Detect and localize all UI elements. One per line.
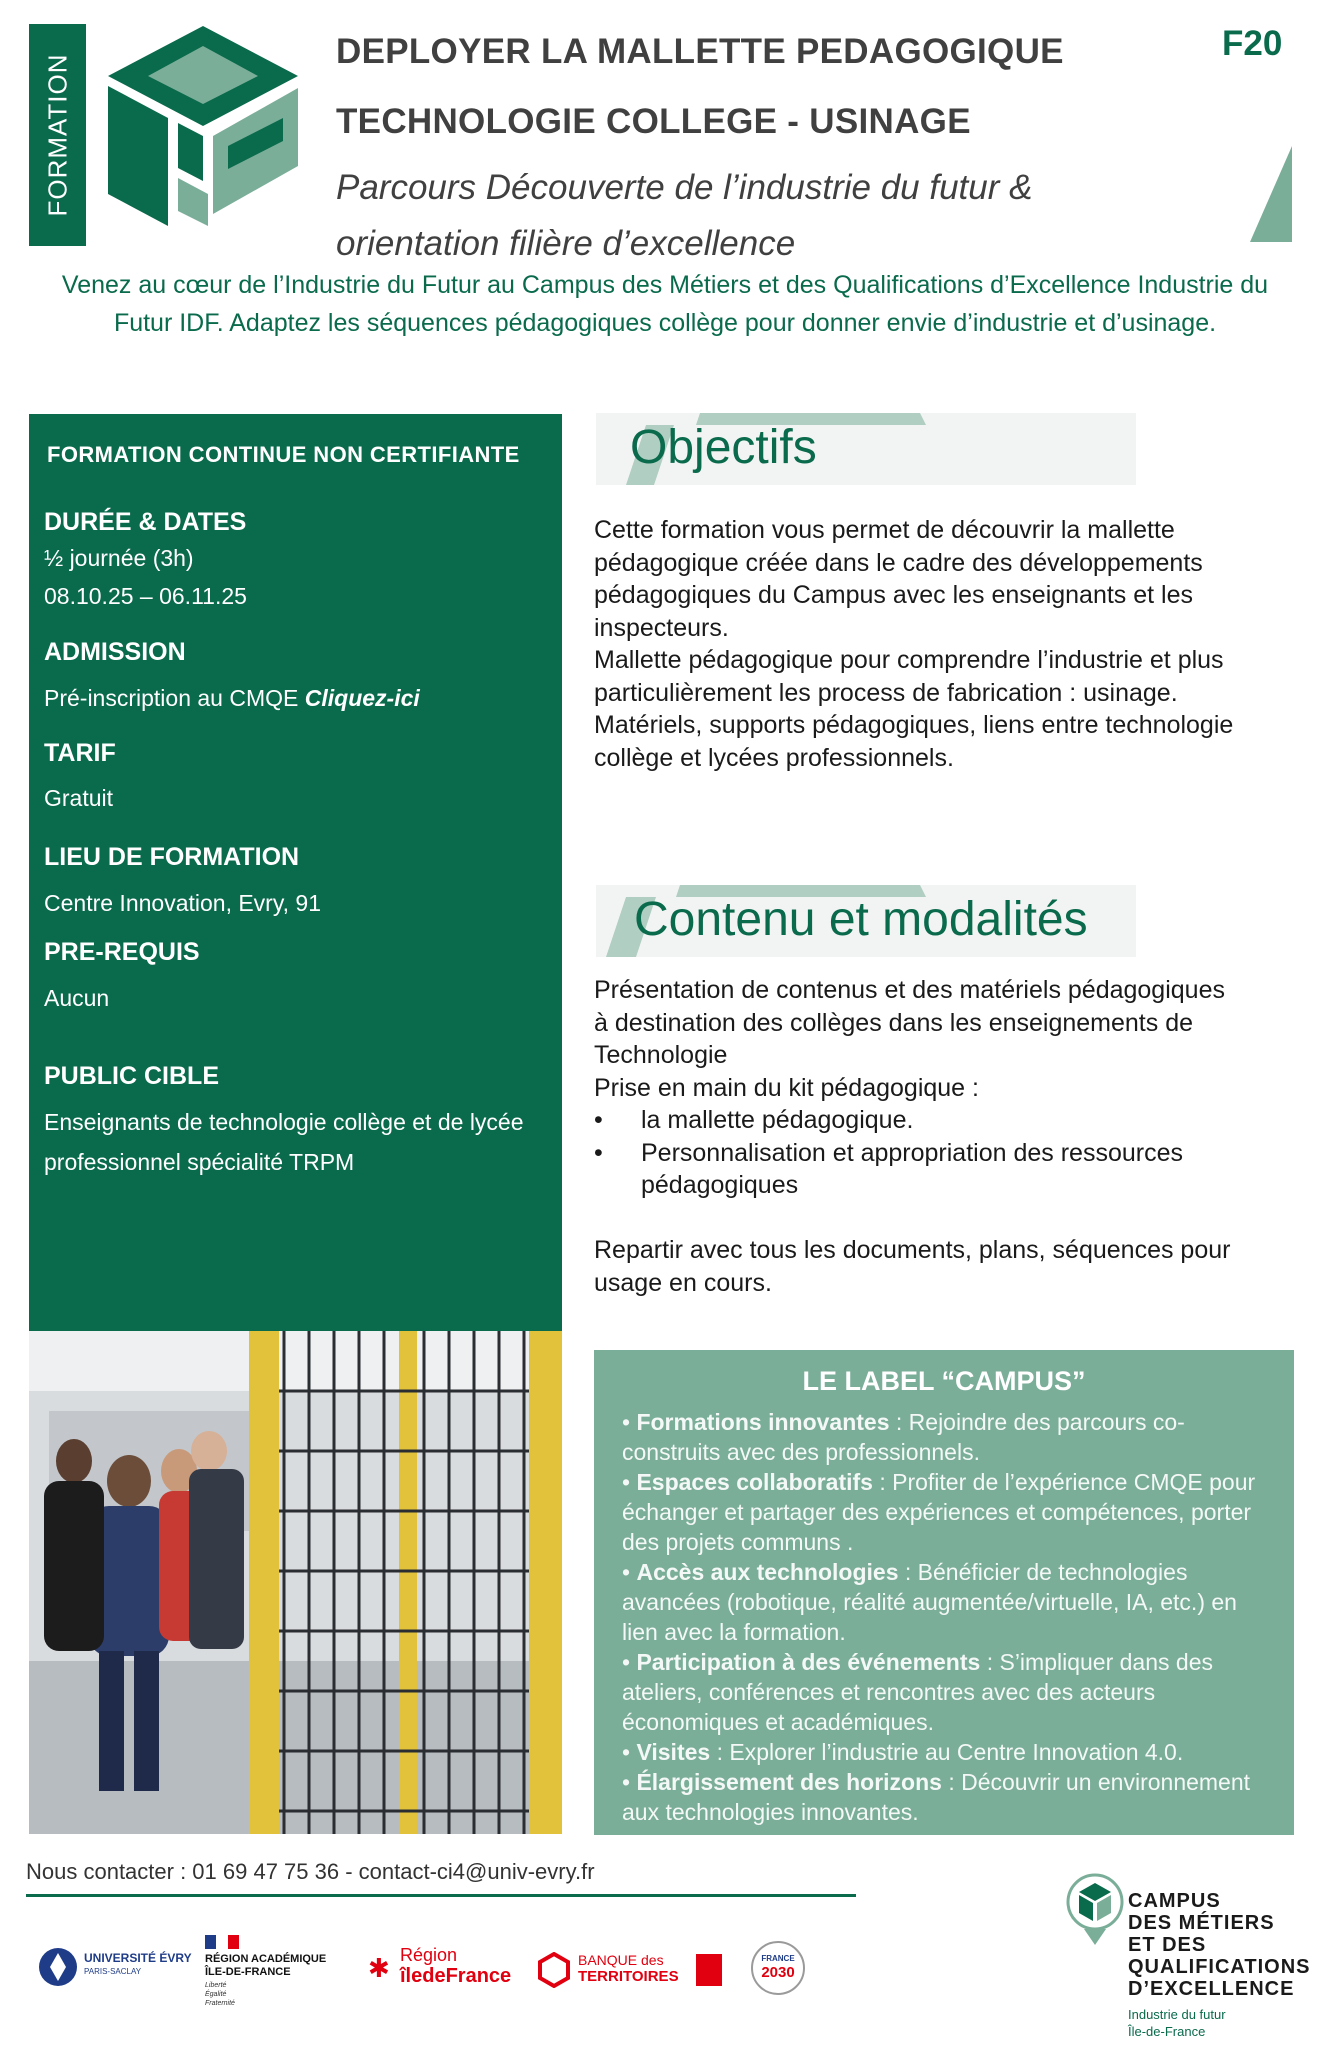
lieu-value: Centre Innovation, Evry, 91 — [44, 890, 321, 916]
public-label: PUBLIC CIBLE — [44, 1062, 219, 1090]
tarif-label: TARIF — [44, 739, 116, 767]
france2030-label: FRANCE — [761, 1954, 795, 1963]
list-item: • Élargissement des horizons : Découvrir un environnement aux technologies innovantes. — [622, 1769, 1251, 1825]
item-heading: Participation à des événements — [636, 1649, 981, 1675]
item-text: : Explorer l’industrie au Centre Innovation 4.0. — [710, 1739, 1184, 1765]
campus-sub-line: Industrie du futur — [1128, 2007, 1226, 2022]
objectifs-line: pédagogiques du Campus avec les enseignants et les — [594, 581, 1194, 609]
list-item: • Visites : Explorer l’industrie au Centre Innovation 4.0. — [622, 1739, 1184, 1765]
contenu-text — [594, 974, 1294, 1104]
contenu-bullets — [594, 1104, 1294, 1202]
academie-motto: Fraternité — [205, 2000, 235, 2007]
objectifs-line: inspecteurs. — [594, 613, 729, 642]
page-subtitle: Parcours Découverte de l’industrie du futur & orientation filière d’excellence — [336, 168, 1033, 263]
region-star-icon: ✱ — [368, 1953, 390, 1983]
region-name-2: îledeFrance — [400, 1965, 512, 1987]
list-item: • Espaces collaboratifs : Profiter de l’expérience CMQE pour échanger et partager des expériences et compétences, porter des projets communs . — [622, 1469, 1256, 1555]
contenu-line: Technologie — [594, 1041, 728, 1069]
objectifs-line: Matériels, supports pédagogiques, liens entre technologie — [594, 711, 1234, 739]
label-campus-list — [622, 1407, 1272, 1827]
campus-name — [1128, 1890, 1311, 2000]
panel-heading: FORMATION CONTINUE NON CERTIFIANTE — [47, 442, 520, 467]
banque-name-2: TERRITOIRES — [578, 1968, 679, 1985]
banque-name: BANQUE des — [578, 1952, 664, 1968]
footer-divider — [26, 1894, 856, 1897]
campus-name-line: DES MÉTIERS — [1128, 1912, 1275, 1934]
partner-france2030-logo — [750, 1940, 806, 1996]
objectifs-line: Mallette pédagogique pour comprendre l’industrie et plus — [594, 646, 1224, 674]
partner-region-logo — [368, 1945, 518, 1991]
lieu-label: LIEU DE FORMATION — [44, 843, 300, 871]
objectifs-line: collège et lycées professionnels. — [594, 743, 954, 772]
campus-name-line: D’EXCELLENCE — [1128, 1978, 1295, 2000]
item-text: : Rejoindre des parcours co-construits avec des professionnels. — [622, 1409, 1185, 1465]
decor-triangle — [1250, 146, 1292, 242]
admission-text: Pré-inscription au CMQE — [44, 685, 305, 711]
intro-text: Venez au cœur de l’Industrie du Futur au Campus des Métiers et des Qualifications d’Excellence Industrie du Futur IDF. Adaptez les séquences pédagogiques collège pour donner envie d’industrie et d’usinage. — [61, 271, 1269, 337]
page-title-line2: TECHNOLOGIE COLLEGE - USINAGE — [336, 102, 971, 141]
france2030-year: 2030 — [761, 1964, 795, 1981]
tarif-value: Gratuit — [44, 785, 114, 811]
closing-line: usage en cours. — [594, 1268, 772, 1297]
admission-value — [44, 678, 420, 718]
item-text: : Profiter de l’expérience CMQE pour échanger et partager des expériences et compétences, porter des projets communs . — [622, 1469, 1256, 1555]
partner-academie-logo — [205, 1935, 355, 2017]
objectifs-line: Cette formation vous permet de découvrir la mallette — [594, 516, 1175, 544]
contact-line[interactable]: Nous contacter : 01 69 47 75 36 - contact-ci4@univ-evry.fr — [26, 1859, 595, 1884]
academie-motto: Égalité — [205, 1991, 227, 1998]
partner-banque-logo — [538, 1950, 728, 1996]
formation-side-label: FORMATION — [42, 53, 72, 217]
academie-line: ÎLE-DE-FRANCE — [205, 1966, 291, 1978]
objectifs-text — [594, 514, 1294, 774]
contenu-closing — [594, 1234, 1294, 1299]
bullet-text: pédagogiques — [641, 1171, 799, 1199]
contenu-title: Contenu et modalités — [634, 893, 1088, 946]
formation-code: F20 — [1222, 24, 1283, 63]
item-heading: Espaces collaboratifs — [636, 1469, 873, 1495]
evry-emblem-icon — [38, 1945, 78, 1989]
contenu-line: Prise en main du kit pédagogique : — [594, 1073, 979, 1102]
region-name: Région — [400, 1945, 458, 1965]
campus-name-line: ET DES — [1128, 1934, 1207, 1956]
admission-link[interactable]: Cliquez-ici — [304, 685, 420, 711]
item-heading: Élargissement des horizons — [636, 1769, 942, 1795]
item-heading: Formations innovantes — [636, 1409, 890, 1435]
objectifs-line: pédagogique créée dans le cadre des développements — [594, 548, 1203, 577]
campus-cube-logo — [108, 26, 298, 226]
list-item: • Accès aux technologies : Bénéficier de technologies avancées (robotique, réalité augmentée/virtuelle, IA, etc.) en lien avec la formation. — [622, 1559, 1237, 1645]
objectifs-title: Objectifs — [630, 421, 817, 474]
prereq-value: Aucun — [44, 985, 110, 1011]
prereq-label: PRE-REQUIS — [44, 938, 200, 966]
evry-name: UNIVERSITÉ ÉVRY — [84, 1951, 192, 1965]
campus-subtitle — [1128, 2006, 1226, 2040]
academie-motto: Liberté — [205, 1982, 227, 1989]
list-item — [594, 1137, 1294, 1202]
contenu-line: Présentation de contenus et des matériels pédagogiques — [594, 976, 1225, 1004]
item-heading: Visites — [636, 1739, 711, 1765]
item-text: : Bénéficier de technologies avancées (robotique, réalité augmentée/virtuelle, IA, etc.) en lien avec la formation. — [622, 1559, 1237, 1645]
formation-side-band — [29, 24, 86, 246]
info-panel — [29, 414, 562, 1331]
campus-name-line: CAMPUS — [1128, 1890, 1221, 1912]
workshop-photo — [29, 1331, 562, 1834]
admission-label: ADMISSION — [44, 638, 186, 666]
public-value-line1: Enseignants de technologie collège et de lycée — [44, 1109, 524, 1135]
duree-value: ½ journée (3h) — [44, 545, 194, 571]
banque-hexagon-icon — [538, 1952, 570, 1988]
list-item: • Participation à des événements : S’impliquer dans des ateliers, conférences et rencontres avec des acteurs économiques et académiques. — [622, 1649, 1213, 1735]
objectifs-line: particulièrement les process de fabrication : usinage. — [594, 678, 1178, 707]
partner-evry-logo — [38, 1945, 192, 1991]
item-text: : S’impliquer dans des ateliers, conférences et rencontres avec des acteurs économiques et académiques. — [622, 1649, 1213, 1735]
academie-line: RÉGION ACADÉMIQUE — [205, 1953, 327, 1965]
marianne-flag-icon — [205, 1935, 239, 1949]
dates-value: 08.10.25 – 06.11.25 — [44, 583, 247, 609]
contenu-line: à destination des collèges dans les enseignements de — [594, 1008, 1194, 1037]
evry-sub: PARIS-SACLAY — [84, 1967, 142, 1976]
page-title-line1: DEPLOYER LA MALLETTE PEDAGOGIQUE — [336, 32, 1064, 71]
closing-line: Repartir avec tous les documents, plans, séquences pour — [594, 1236, 1231, 1264]
bullet-text: • Personnalisation et appropriation des ressources — [641, 1138, 1183, 1167]
duree-label: DURÉE & DATES — [44, 508, 247, 536]
caisse-depots-mark — [696, 1954, 722, 1986]
list-item: • Formations innovantes : Rejoindre des parcours co-construits avec des professionnels. — [622, 1409, 1185, 1465]
bullet-text: la mallette pédagogique. — [641, 1106, 914, 1134]
item-heading: Accès aux technologies — [636, 1559, 899, 1585]
public-value-line2: professionnel spécialité TRPM — [44, 1149, 355, 1175]
campus-badge-icon — [1066, 1873, 1124, 1945]
label-campus-box — [594, 1350, 1294, 1835]
list-item — [594, 1104, 1294, 1137]
label-campus-title: LE LABEL “CAMPUS” — [802, 1366, 1086, 1396]
campus-name-line: QUALIFICATIONS — [1128, 1956, 1311, 1978]
item-text: : Découvrir un environnement aux technologies innovantes. — [622, 1769, 1251, 1825]
campus-sub-line: Île-de-France — [1128, 2024, 1206, 2039]
